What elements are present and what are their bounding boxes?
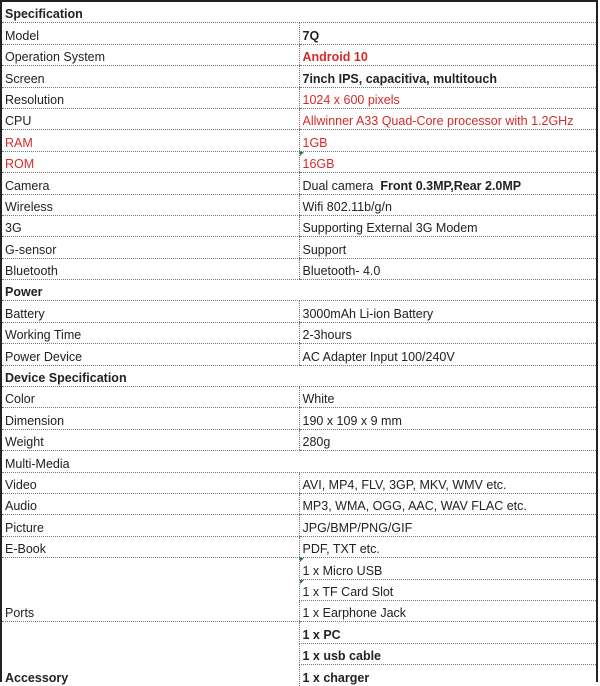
section-row-device-specification <box>2 365 596 386</box>
table-row-weight <box>2 429 596 450</box>
row-label: Dimension <box>2 408 299 429</box>
row-value: Supporting External 3G Modem <box>299 215 596 236</box>
row-value: JPG/BMP/PNG/GIF <box>299 515 596 536</box>
row-label: Resolution <box>2 87 299 108</box>
table-row-bluetooth <box>2 258 596 279</box>
table-row-resolution <box>2 87 596 108</box>
row-label: Audio <box>2 493 299 514</box>
table-row-accessory <box>2 622 596 643</box>
row-value: White <box>299 387 596 408</box>
camera-resolution: Front 0.3MP,Rear 2.0MP <box>380 178 522 193</box>
row-value: 2-3hours <box>299 322 596 343</box>
row-label: ROM <box>2 151 299 172</box>
section-header-multimedia: Multi-Media <box>2 451 596 472</box>
table-row-cpu <box>2 108 596 129</box>
section-row-specification <box>2 2 596 23</box>
spec-table <box>2 2 596 686</box>
section-header-device-specification: Device Specification <box>2 365 596 386</box>
row-label: RAM <box>2 130 299 151</box>
row-value: 16GB <box>299 151 596 172</box>
row-label: Wireless <box>2 194 299 215</box>
accessory-item: 1 x usb cable <box>299 643 596 664</box>
row-value: MP3, WMA, OGG, AAC, WAV FLAC etc. <box>299 493 596 514</box>
row-label-ports: Ports <box>2 558 299 622</box>
row-value <box>299 173 596 194</box>
table-row-ports <box>2 558 596 579</box>
row-value: 7Q <box>299 23 596 44</box>
table-row-audio <box>2 493 596 514</box>
table-row-ram <box>2 130 596 151</box>
table-row-screen <box>2 66 596 87</box>
row-label: Power Device <box>2 344 299 365</box>
row-value: 190 x 109 x 9 mm <box>299 408 596 429</box>
section-header-power: Power <box>2 280 596 301</box>
section-row-multimedia <box>2 451 596 472</box>
table-row-picture <box>2 515 596 536</box>
row-label: E-Book <box>2 536 299 557</box>
row-value: Wifi 802.11b/g/n <box>299 194 596 215</box>
port-item: 1 x Earphone Jack <box>299 600 596 621</box>
row-label: Working Time <box>2 322 299 343</box>
table-row-video <box>2 472 596 493</box>
row-label: Battery <box>2 301 299 322</box>
row-value: PDF, TXT etc. <box>299 536 596 557</box>
row-value: 1GB <box>299 130 596 151</box>
row-label: CPU <box>2 108 299 129</box>
accessory-item: 1 x charger <box>299 665 596 686</box>
accessory-item: 1 x PC <box>299 622 596 643</box>
table-row-gsensor <box>2 237 596 258</box>
table-row-camera <box>2 173 596 194</box>
row-value: Bluetooth- 4.0 <box>299 258 596 279</box>
row-label: Screen <box>2 66 299 87</box>
row-label: Camera <box>2 173 299 194</box>
table-row-3g <box>2 215 596 236</box>
table-row-working-time <box>2 322 596 343</box>
table-row-ebook <box>2 536 596 557</box>
row-label: Model <box>2 23 299 44</box>
row-value: 7inch IPS, capacitiva, multitouch <box>299 66 596 87</box>
row-value: 280g <box>299 429 596 450</box>
row-value: AVI, MP4, FLV, 3GP, MKV, WMV etc. <box>299 472 596 493</box>
camera-type: Dual camera <box>302 178 374 193</box>
row-label: Weight <box>2 429 299 450</box>
port-item: 1 x Micro USB <box>299 558 596 579</box>
row-label: Video <box>2 472 299 493</box>
row-label-accessory: Accessory <box>5 670 69 685</box>
row-value: 3000mAh Li-ion Battery <box>299 301 596 322</box>
row-label: G-sensor <box>2 237 299 258</box>
section-row-power <box>2 280 596 301</box>
row-value: AC Adapter Input 100/240V <box>299 344 596 365</box>
row-value: Support <box>299 237 596 258</box>
row-label: Bluetooth <box>2 258 299 279</box>
row-value: Android 10 <box>299 44 596 65</box>
table-row-wireless <box>2 194 596 215</box>
table-row-os <box>2 44 596 65</box>
table-row-rom <box>2 151 596 172</box>
port-item: 1 x TF Card Slot <box>299 579 596 600</box>
table-row-model <box>2 23 596 44</box>
table-row-power-device <box>2 344 596 365</box>
row-label: Operation System <box>2 44 299 65</box>
section-header-specification: Specification <box>2 2 596 23</box>
table-row-dimension <box>2 408 596 429</box>
row-label: Color <box>2 387 299 408</box>
table-row-color <box>2 387 596 408</box>
row-value: 1024 x 600 pixels <box>299 87 596 108</box>
row-value: Allwinner A33 Quad-Core processor with 1.2GHz <box>299 108 596 129</box>
row-label: 3G <box>2 215 299 236</box>
row-label: Picture <box>2 515 299 536</box>
table-row-battery <box>2 301 596 322</box>
